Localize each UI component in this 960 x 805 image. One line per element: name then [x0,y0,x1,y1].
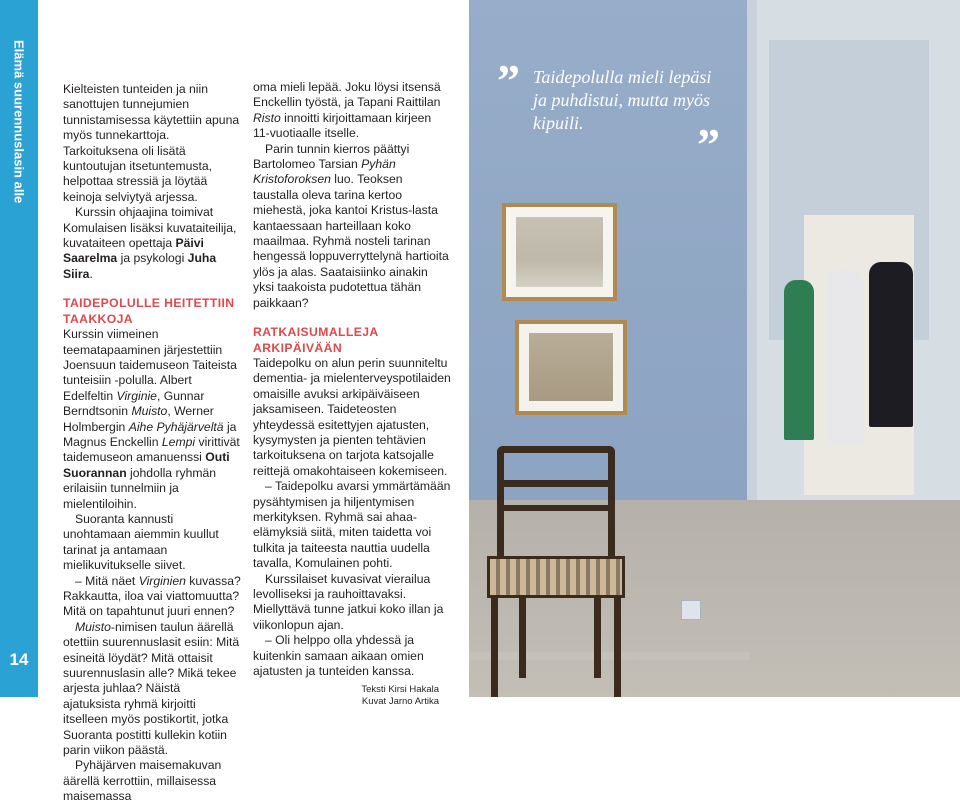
text-column-right [253,80,451,708]
section-heading: TAIDEPOLULLE HEITETTIIN TAAKKOJA [63,296,235,326]
antique-chair [497,446,615,558]
still-life-painting [502,203,617,301]
credit-photos: Kuvat Jarno Artika [361,696,439,708]
paragraph: Kielteisten tunteiden ja niin sanottujen tunnejumien tunnistamisessa käytettiin apuna myös tunnekarttoja. Tarkoituksena oli lisätä kuntoutujan itsetuntemusta, helpottaa stressiä ja löytää keinoja selviytyä arjessa. [63,82,240,204]
gallery-photo [469,0,960,697]
paragraph: Pyhäjärven maisemakuvan äärellä kerrottiin, millaisessa maisemassa [63,758,222,804]
quote-open-mark: ” [497,55,520,106]
paragraph: Taidepolku on alun perin suunniteltu dementia- ja mielenterveyspotilaiden omaisille avuksi arkipäiväiseen jaksamiseen. Taideteosten yhteydessä esitettyjen ajatusten, kysymysten ja pienten tehtävien tarkoituksena on tarjota katsojalle reittejä omakohtaiseen kokemiseen. [253,355,451,478]
paragraph: – Mitä näet Virginien kuvassa? Rakkautta, iloa vai viattomuutta? Mitä on tapahtunut juuri ennen? [63,573,241,619]
section-title-vertical [12,40,27,203]
paragraph: Kurssilaiset kuvasivat vierailua levolliseksi ja rauhoittavaksi. Miellyttävä tunne jatkui koko illan ja viikonlopun ajan. [253,571,444,632]
chair-seat [487,556,625,598]
paragraph: – Oli helppo olla yhdessä ja kuitenkin samaan aikaan omien ajatusten ja tunteiden kanssa. [253,633,424,679]
section-title: Elämä suurennuslasin alle [11,40,27,204]
baseboard [469,652,749,660]
credits [253,684,451,708]
bird-painting [515,320,627,415]
page-number: 14 [9,650,29,669]
visitor [869,262,913,427]
visitor [784,280,814,440]
paragraph: Muisto-nimisen taulun äärellä otettiin suurennuslasit esiin: Mitä esineitä löydät? Mitä ottaisit suurennuslasin alle? Mikä tekee arjesta juhlaa? Näistä ajatuksista ryhmä kirjoitti itselleen myös postikortit, jotka Suoranta postitti kullekin kotiin parin viikon päästä. [63,619,240,758]
credit-text: Teksti Kirsi Hakala [361,684,439,696]
section-heading: RATKAISUMALLEJA ARKIPÄIVÄÄN [253,325,379,355]
paragraph: Parin tunnin kierros päättyi Bartolomeo Tarsian Pyhän Kristoforoksen luo. Teoksen taustalla oleva tarina kertoo miehestä, joka kantoi Kristus-lasta kantaessaan harteillaan koko maailmaa. Ryhmä nosteli tarinan hengessä loppuverryttelynä hartioita ylös ja alas. Saataisiinko ainakin yksi taakoista pudotettua tähän paikkaan? [253,141,449,310]
pull-quote: Taidepolulla mieli lepäsi ja puhdistui, mutta myös kipuili. [533,67,712,133]
quote-close-mark: ” [697,119,720,170]
text-column-left [63,82,241,805]
wall-socket [681,600,701,620]
visitor [827,270,863,445]
section-sidebar [0,0,38,697]
paragraph: Suoranta kannusti unohtamaan aiemmin kuullut tarinat ja antamaan mielikuvitukselle siivet. [63,511,219,573]
paragraph: Kurssin ohjaajina toimivat Komulaisen lisäksi kuvataiteilija, kuvataiteen opettaja Päivi Saarelma ja psykologi Juha Siira. [63,205,237,281]
paragraph: – Taidepolku avarsi ymmärtämään pysähtymisen ja hiljentymisen merkityksen. Ryhmä sai ahaa-elämyksiä siitä, miten taidetta voi tulkita ja taiteesta nauttia uudella tavalla, Komulainen pohti. [253,479,451,571]
paragraph: oma mieli lepää. Joku löysi itsensä Enckellin työstä, ja Tapani Raittilan Risto innoitti kirjoittamaan kirjeen 11-vuotiaalle itselle. [253,80,441,141]
paragraph: Kurssin viimeinen teematapaaminen järjestettiin Joensuun taidemuseon Taiteista tunteisiin -polulla. Albert Edelfeltin Virginie, Gunnar Berndtsonin Muisto, Werner Holmbergin Aihe Pyhäjärveltä ja Magnus Enckellin Lempi virittivät taidemuseon amanuenssi Outi Suorannan johdolla ryhmän erilaisiin tunnelmiin ja mielentiloihin. [63,327,240,511]
